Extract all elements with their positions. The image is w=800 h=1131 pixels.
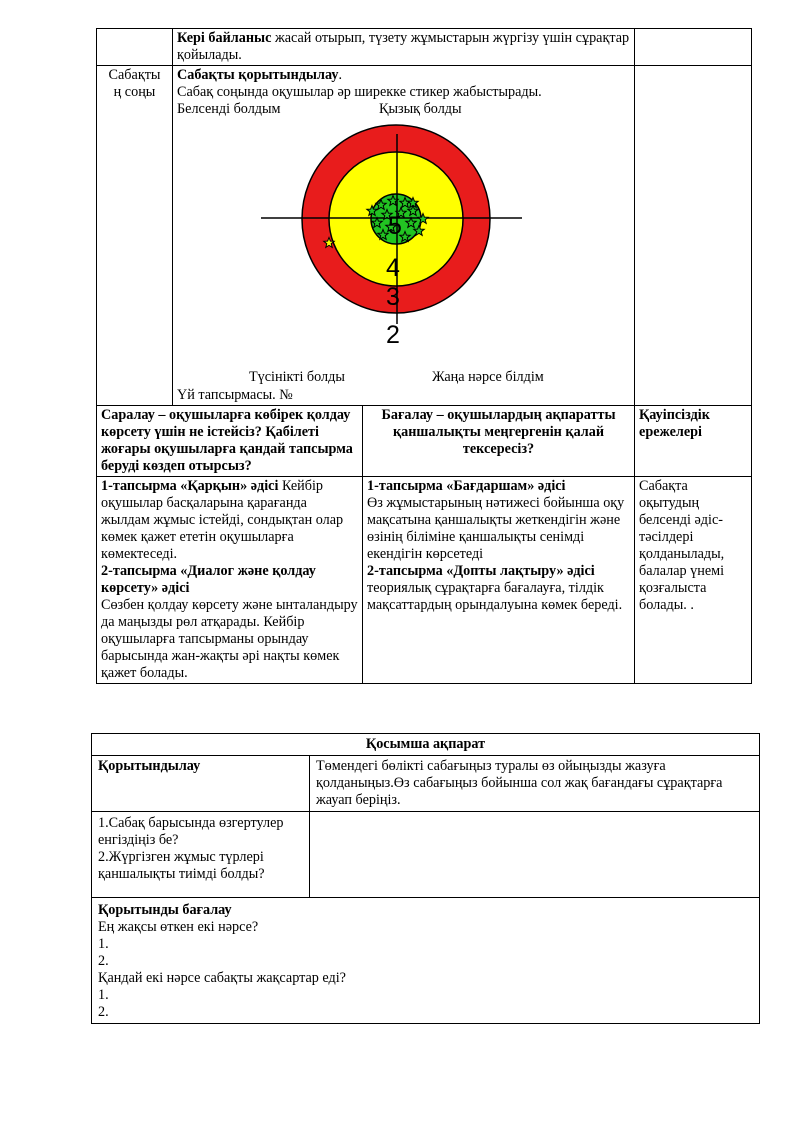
- question-1: 1.Сабақ барысында өзгертулер енгіздіңіз бе?: [98, 815, 284, 848]
- improve-answer-1: 1.: [98, 987, 109, 1003]
- feedback-title: Кері байланыс: [177, 30, 272, 46]
- assess-task1-title: 1-тапсырма «Бағдаршам» әдісі: [367, 478, 566, 494]
- ring-label-2: 2: [386, 321, 400, 349]
- feedback-text: жасай отырып, түзету жұмыстарын жүргізу үшін сұрақтар қойылады.: [177, 30, 630, 63]
- assessment-header: Бағалау – оқушылардың ақпаратты қаншалықты меңгергенін қалай тексересіз?: [363, 406, 635, 477]
- label-interesting: Қызық болды: [379, 101, 462, 117]
- safety-cell: Сабақта оқытудың белсенді әдіс-тәсілдері қолданылады, балалар үнемі қозғалыста болады. .: [635, 477, 752, 684]
- safety-header: Қауіпсіздік ережелері: [635, 406, 752, 477]
- end-content-cell: [173, 66, 635, 406]
- ring-label-4: 4: [386, 254, 400, 282]
- reflection-label: Қорытындылау: [92, 756, 310, 812]
- summary-cell: [92, 898, 760, 1024]
- label-learned-new: Жаңа нәрсе білдім: [432, 369, 544, 385]
- additional-title: Қосымша ақпарат: [92, 734, 760, 756]
- improve-question: Қандай екі нәрсе сабақты жақсартар еді?: [98, 970, 346, 986]
- best-answer-1: 1.: [98, 936, 109, 952]
- sticker-instruction: Сабақ соңында оқушылар әр ширекке стикер жабыстырады.: [177, 84, 542, 100]
- ring-label-5: 5: [388, 212, 402, 240]
- differentiation-header: Саралау – оқушыларға көбірек қолдау көрсету үшін не істейсіз? Қабілеті жоғары оқушыларға қандай тапсырма беруді көздеп отырсыз?: [97, 406, 363, 477]
- additional-title-row: [92, 734, 760, 756]
- assessment-cell: [363, 477, 635, 684]
- lesson-plan-table: [96, 28, 752, 684]
- assess-task2-title: 2-тапсырма «Допты лақтыру» әдісі: [367, 563, 595, 579]
- reflection-row: [92, 756, 760, 812]
- end-label-cell: [97, 66, 173, 406]
- summary-heading-suffix: .: [338, 67, 342, 83]
- end-row: [97, 66, 752, 406]
- questions-row: [92, 812, 760, 898]
- end-label-line2: ң соңы: [113, 84, 156, 100]
- differentiation-cell: [97, 477, 363, 684]
- end-label-line1: Сабақты: [108, 67, 161, 83]
- summary-row: [92, 898, 760, 1024]
- target-svg: [177, 119, 629, 369]
- best-question: Ең жақсы өткен екі нәрсе?: [98, 919, 259, 935]
- label-understood: Түсінікті болды: [249, 369, 345, 385]
- answers-cell: [310, 812, 760, 898]
- assess-task1-text: Өз жұмыстарының нәтижесі бойынша оқу мақсатына қаншалықты жеткендігін және өзінің біліміне қаншалықты сенімді екендігін көрсетеді: [367, 495, 625, 562]
- diff-task1-text: Кейбір оқушылар басқаларына қарағанда жылдам жұмыс істейді, сондықтан олар көмек қажет ететін оқушыларға көмектеседі.: [101, 478, 344, 562]
- summary-heading: Сабақты қорытындылау: [177, 67, 339, 83]
- best-answer-2: 2.: [98, 953, 109, 969]
- target-diagram: [177, 119, 630, 369]
- methods-row: [97, 477, 752, 684]
- homework-line: Үй тапсырмасы. №: [177, 387, 293, 403]
- feedback-label-cell: [97, 29, 173, 66]
- header-row: [97, 406, 752, 477]
- diff-task2-text: Сөзбен қолдау көрсету және ынталандыру да маңызды рөл атқарады. Кейбір оқушыларға тапсырманы орындау барысында жан-жақты әрі нақты көмек қажет болады.: [101, 597, 358, 681]
- reflection-text: Төмендегі бөлікті сабағыңыз туралы өз ойыңызды жазуға қолданыңыз.Өз сабағыңыз бойынша сол жақ бағандағы сұрақтарға жауап беріңіз.: [310, 756, 760, 812]
- improve-answer-2: 2.: [98, 1004, 109, 1020]
- feedback-extra-cell: [635, 29, 752, 66]
- ring-label-3: 3: [386, 283, 400, 311]
- diff-task2-title: 2-тапсырма «Диалог және қолдау көрсету» әдісі: [101, 563, 316, 596]
- feedback-row: [97, 29, 752, 66]
- summary-title: Қорытынды бағалау: [98, 902, 232, 918]
- target-top-labels: [177, 101, 630, 119]
- end-extra-cell: [635, 66, 752, 406]
- questions-cell: [92, 812, 310, 898]
- assess-task2-text: теориялық сұрақтарға бағалауға, тілдік мақсаттардың орындалуына көмек береді.: [367, 580, 623, 613]
- question-2: 2.Жүргізген жұмыс түрлері қаншалықты тиімді болды?: [98, 849, 265, 882]
- diff-task1-title: 1-тапсырма «Қарқын» әдісі: [101, 478, 279, 494]
- target-bottom-labels: [177, 369, 630, 387]
- feedback-cell: [173, 29, 635, 66]
- label-active: Белсенді болдым: [177, 101, 281, 117]
- additional-info-table: [91, 733, 760, 1024]
